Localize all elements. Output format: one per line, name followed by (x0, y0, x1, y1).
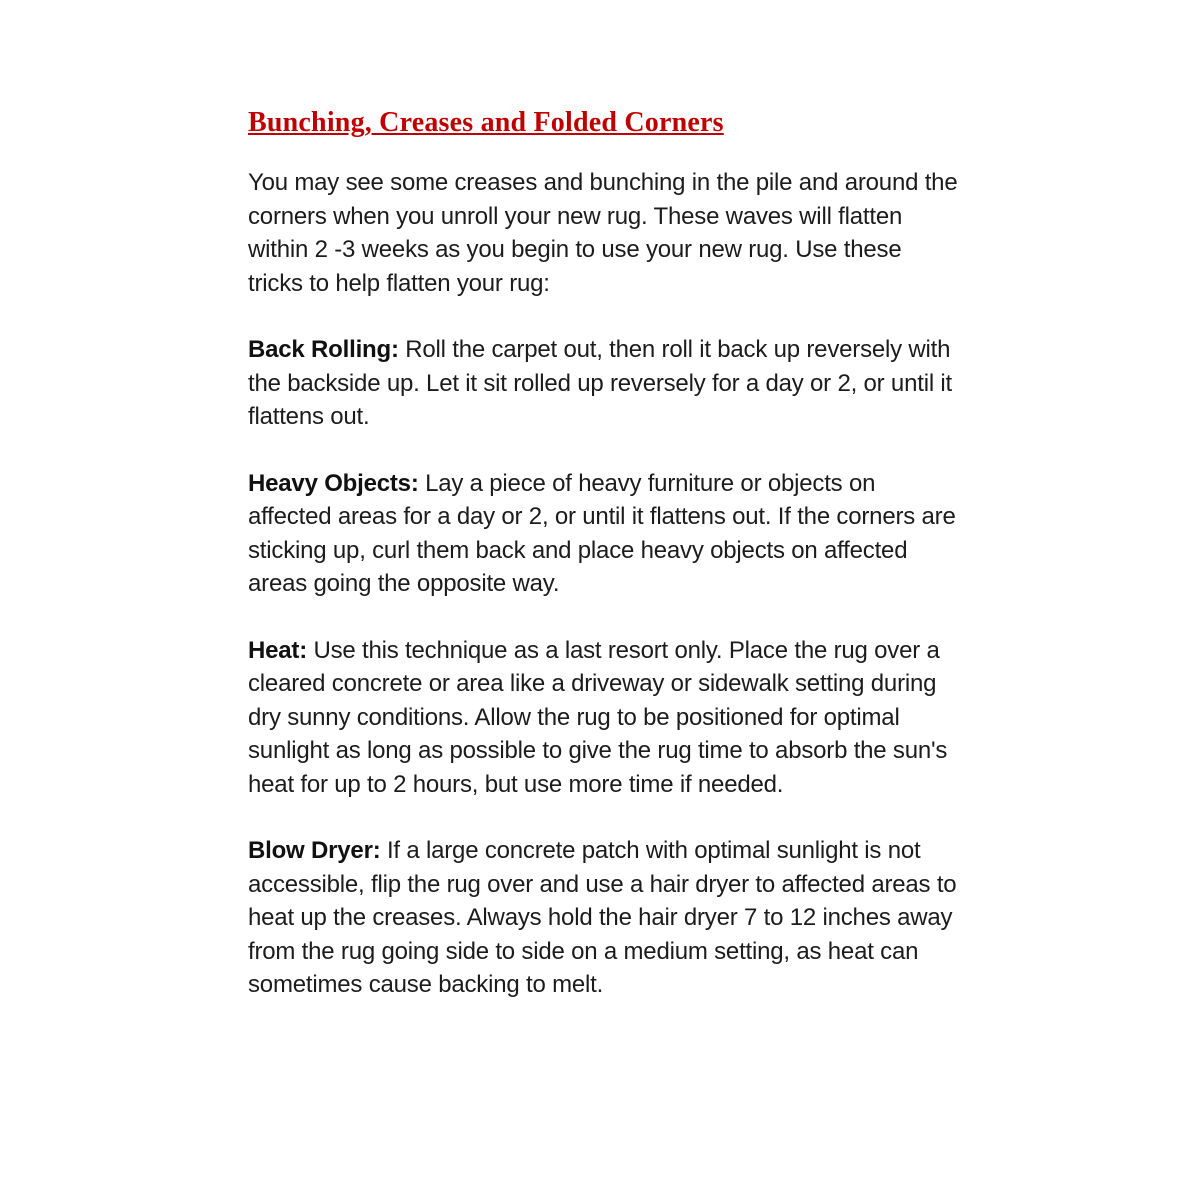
section-heavy-objects-text: Lay a piece of heavy furniture or objects on affected areas for a day or 2, or until it flattens out. If the corners are sticking up, curl them back and place heavy objects on affected areas going the opposite way. (248, 469, 956, 597)
section-back-rolling-text: Roll the carpet out, then roll it back up reversely with the backside up. Let it sit rolled up reversely for a day or 2, or until it flattens out. (248, 336, 953, 430)
section-heat-text: Use this technique as a last resort only. Place the rug over a cleared concrete or area like a driveway or sidewalk setting during dry sunny conditions. Allow the rug to be positioned for optimal sunlight as long as possible to give the rug time to absorb the sun's heat for up to 2 hours, but use more time if needed. (248, 636, 948, 798)
document-content (248, 106, 962, 1035)
section-back-rolling-label: Back Rolling: (248, 336, 399, 363)
section-blow-dryer (248, 834, 962, 1002)
section-back-rolling (248, 333, 962, 434)
page-title: Bunching, Creases and Folded Corners (248, 107, 724, 138)
intro-paragraph: You may see some creases and bunching in the pile and around the corners when you unroll your new rug. These waves will flatten within 2 -3 weeks as you begin to use your new rug. Use these tricks to help flatten your rug: (248, 169, 958, 297)
section-blow-dryer-text: If a large concrete patch with optimal sunlight is not accessible, flip the rug over and use a hair dryer to affected areas to heat up the creases. Always hold the hair dryer 7 to 12 inches away from the rug going side to side on a medium setting, as heat can sometimes cause backing to melt. (248, 837, 957, 998)
section-heavy-objects (248, 467, 962, 601)
section-heat-label: Heat: (248, 636, 308, 664)
section-heavy-objects-label: Heavy Objects: (248, 469, 419, 497)
section-blow-dryer-label: Blow Dryer: (248, 837, 381, 864)
section-heat (248, 634, 962, 802)
